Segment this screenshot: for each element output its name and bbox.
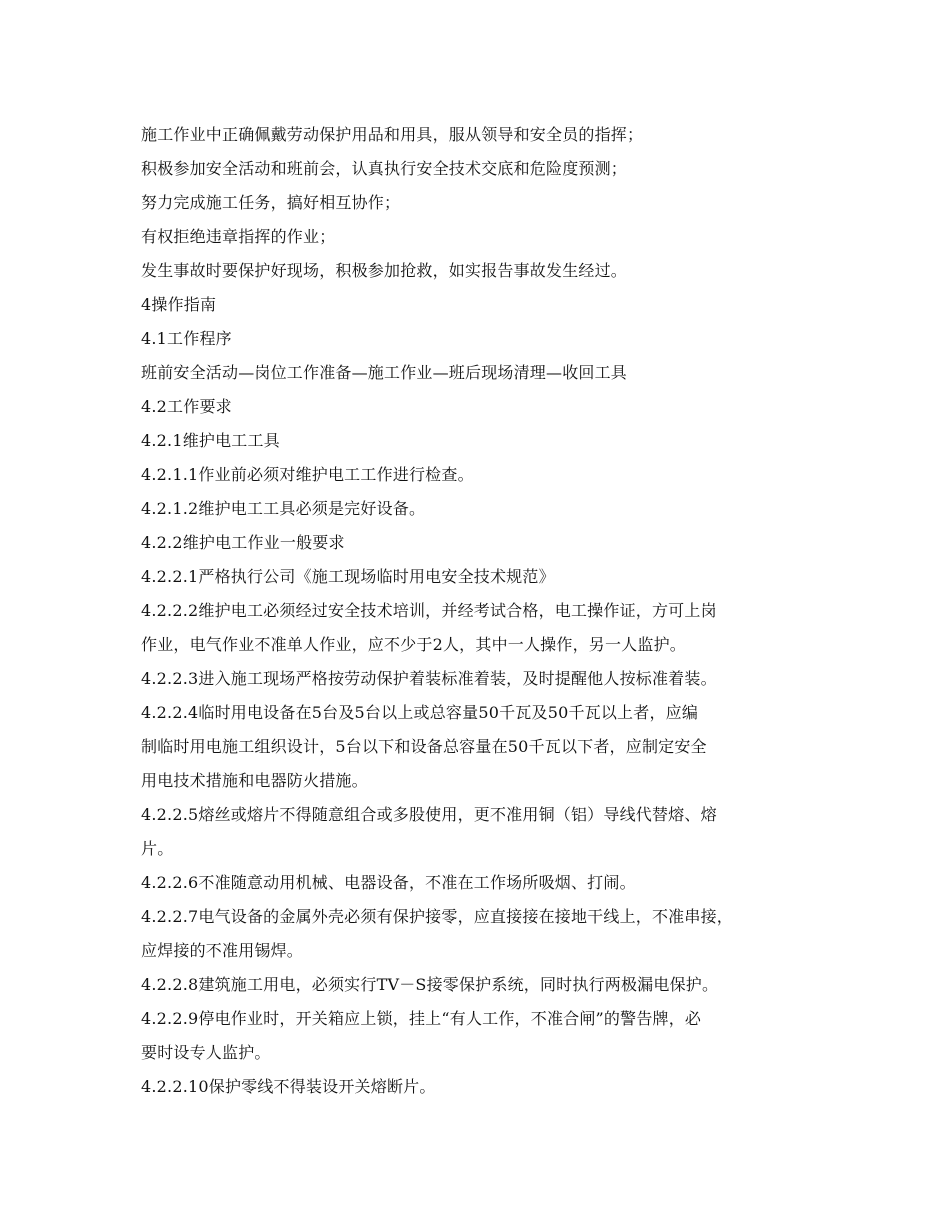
text-line: 4.2.2.1严格执行公司《施工现场临时用电安全技术规范》 xyxy=(141,567,555,586)
text-line: 施工作业中正确佩戴劳动保护用品和用具，服从领导和安全员的指挥； xyxy=(141,125,644,144)
text-line: 有权拒绝违章指挥的作业； xyxy=(141,227,336,246)
subsection-heading: 4.2工作要求 xyxy=(141,397,232,416)
text-line: 4.2.2.5熔丝或熔片不得随意组合或多股使用，更不准用铜（铝）导线代替熔、熔 xyxy=(141,805,717,824)
text-line: 要时设专人监护。 xyxy=(141,1043,271,1062)
text-line: 4.2.2.7电气设备的金属外壳必须有保护接零，应直接接在接地干线上，不准串接， xyxy=(141,907,733,926)
text-line: 4.2.2.6不准随意动用机械、电器设备，不准在工作场所吸烟、打闹。 xyxy=(141,873,636,892)
section-heading: 4操作指南 xyxy=(141,295,217,314)
text-line: 作业，电气作业不准单人作业，应不少于2人，其中一人操作，另一人监护。 xyxy=(141,635,686,654)
text-line: 积极参加安全活动和班前会，认真执行安全技术交底和危险度预测； xyxy=(141,159,628,178)
subsection-heading: 4.2.2维护电工作业一般要求 xyxy=(141,533,345,552)
text-line: 4.2.2.2维护电工必须经过安全技术培训，并经考试合格，电工操作证，方可上岗 xyxy=(141,601,717,620)
text-line: 4.2.2.4临时用电设备在5台及5台以上或总容量50千瓦及50千瓦以上者，应编 xyxy=(141,703,699,722)
subsection-heading: 4.2.1维护电工工具 xyxy=(141,431,280,450)
document-body xyxy=(141,118,821,1104)
subsection-heading: 4.1工作程序 xyxy=(141,329,232,348)
text-line: 4.2.2.3进入施工现场严格按劳动保护着装标准着装，及时提醒他人按标准着装。 xyxy=(141,669,717,688)
text-line: 4.2.2.9停电作业时，开关箱应上锁，挂上“有人工作，不准合闸”的警告牌，必 xyxy=(141,1009,702,1028)
text-line: 4.2.1.1作业前必须对维护电工工作进行检查。 xyxy=(141,465,474,484)
text-line: 片。 xyxy=(141,839,174,858)
text-line: 努力完成施工任务，搞好相互协作； xyxy=(141,193,401,212)
text-line: 制临时用电施工组织设计，5台以下和设备总容量在50千瓦以下者，应制定安全 xyxy=(141,737,707,756)
text-line: 用电技术措施和电器防火措施。 xyxy=(141,771,368,790)
text-line: 4.2.2.8建筑施工用电，必须实行TV－S接零保护系统，同时执行两极漏电保护。 xyxy=(141,975,719,994)
text-line: 发生事故时要保护好现场，积极参加抢救，如实报告事故发生经过。 xyxy=(141,261,628,280)
text-line: 4.2.2.10保护零线不得装设开关熔断片。 xyxy=(141,1077,436,1096)
text-line: 4.2.1.2维护电工工具必须是完好设备。 xyxy=(141,499,426,518)
text-line: 班前安全活动—岗位工作准备—施工作业—班后现场清理—收回工具 xyxy=(141,363,628,382)
text-line: 应焊接的不准用锡焊。 xyxy=(141,941,304,960)
